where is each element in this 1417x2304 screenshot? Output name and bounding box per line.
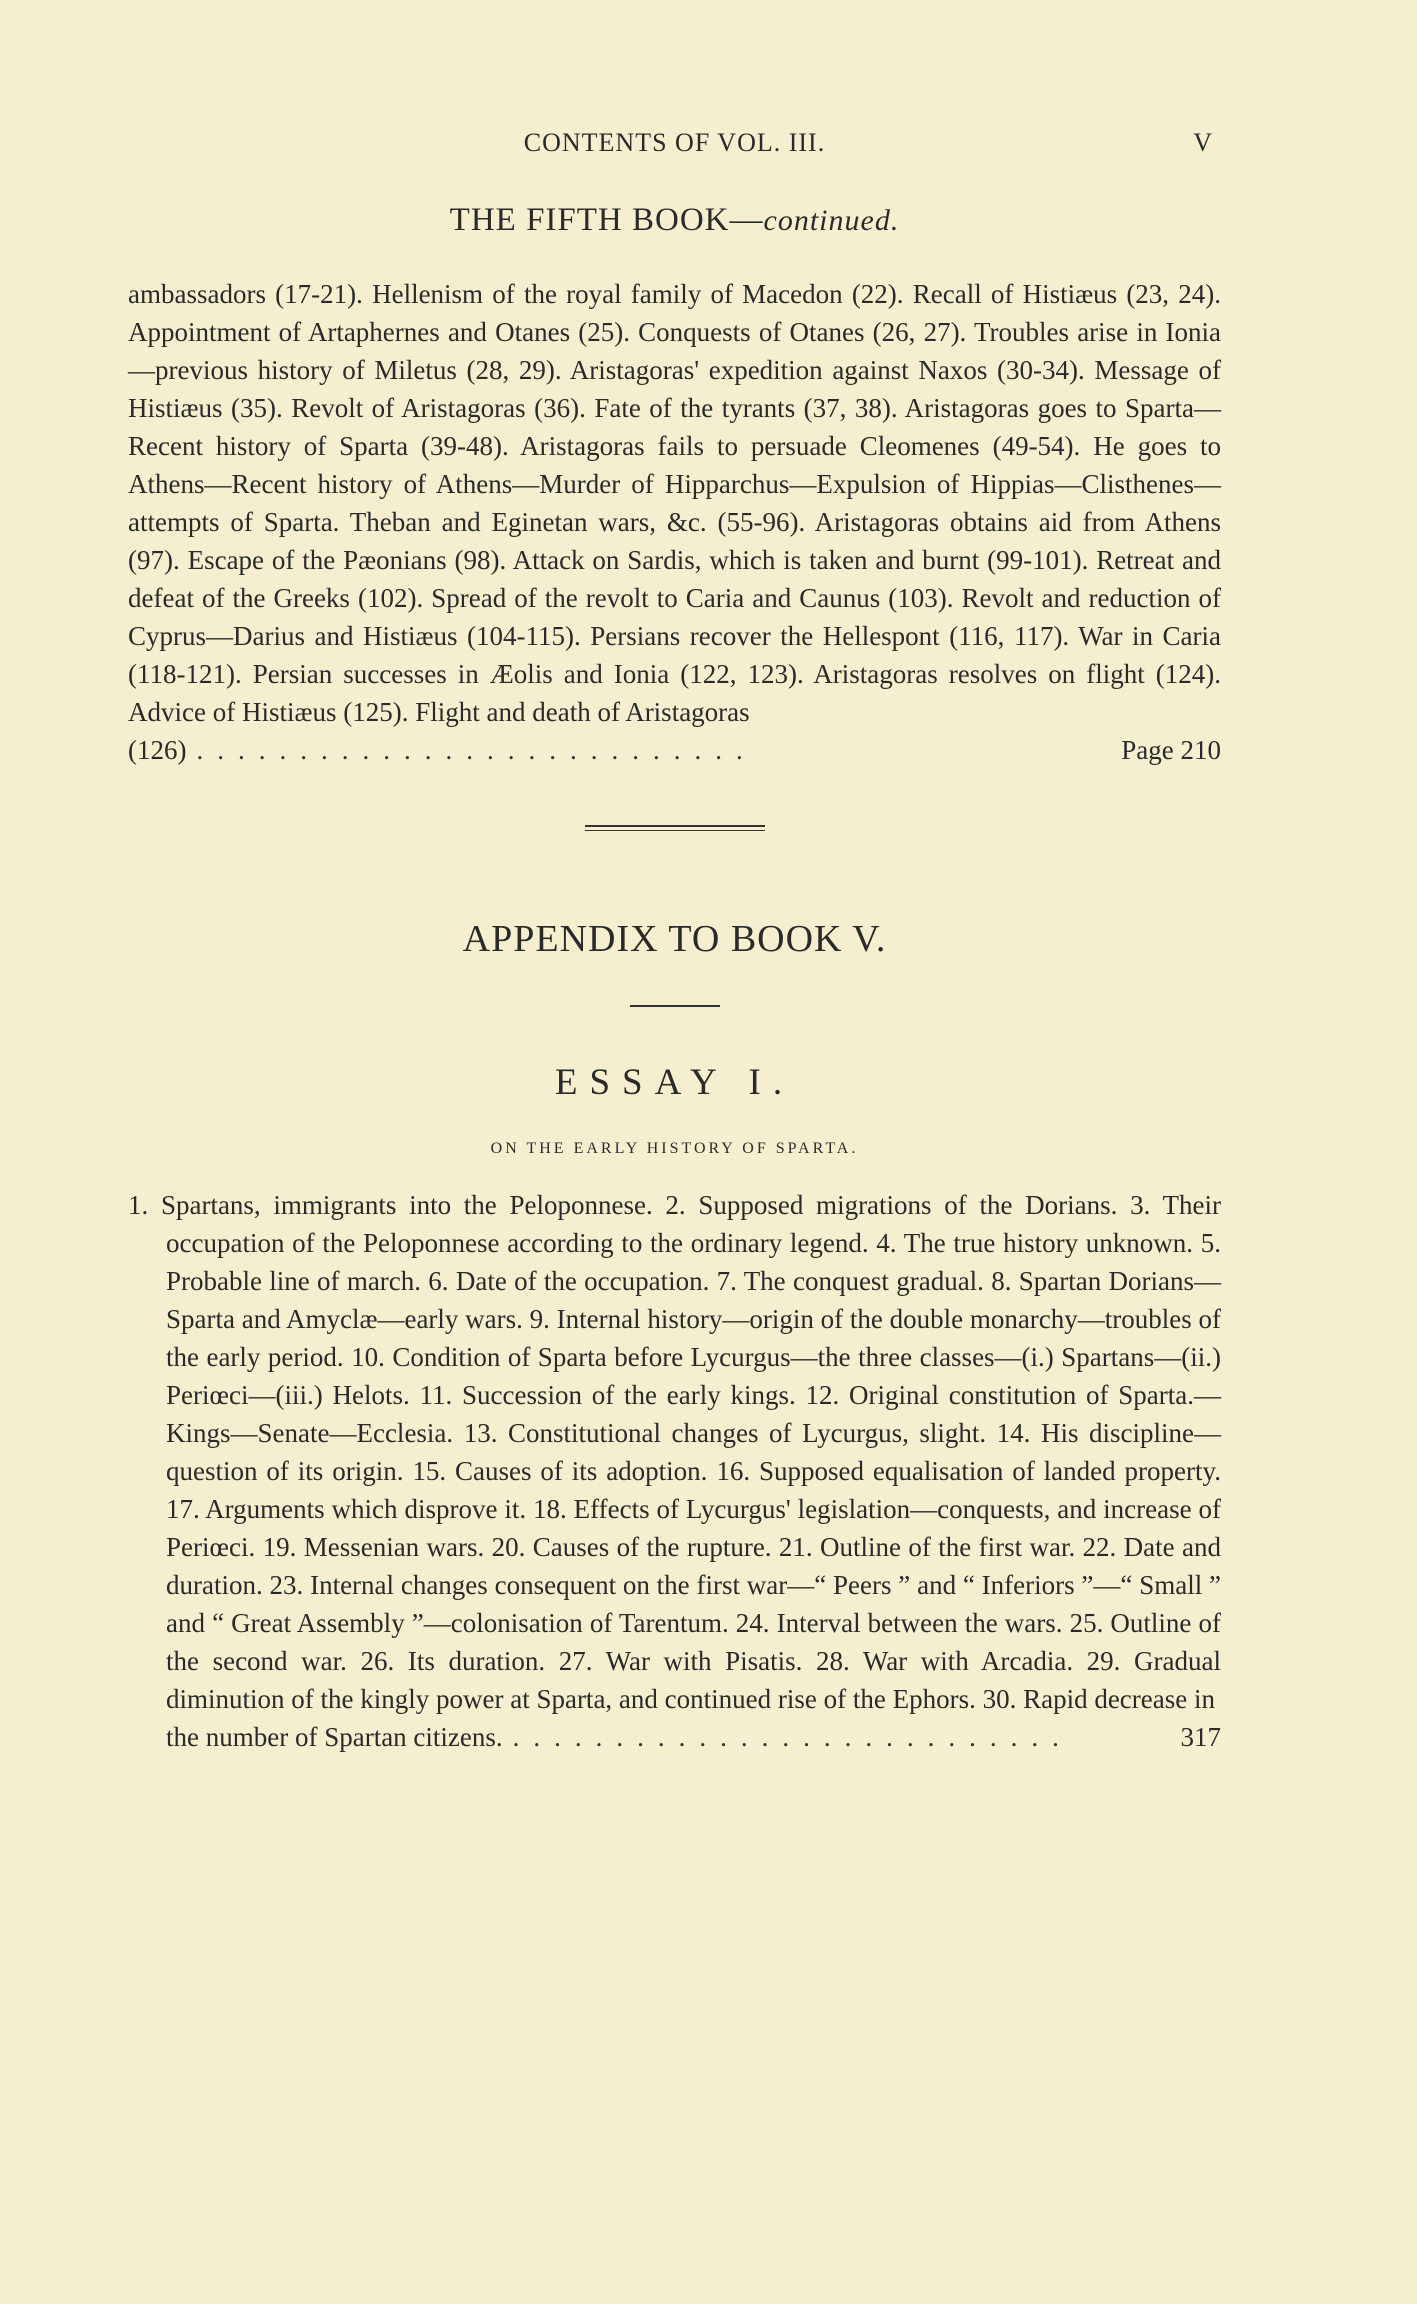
page-reference: 317 bbox=[1180, 1722, 1221, 1752]
book-heading-main: THE FIFTH BOOK— bbox=[449, 202, 764, 238]
essay-summary-last-text: the number of Spartan citizens. bbox=[166, 1722, 503, 1752]
essay-subtitle: ON THE EARLY HISTORY OF SPARTA. bbox=[490, 1140, 859, 1157]
essay-summary-text: 1. Spartans, immigrants into the Peloponnese. 2. Supposed migrations of the Dorians. 3. Their occupation of the Peloponnese according to the ordinary legend. 4. The true history unknown. 5. Probable line of march. 6. Date of the occupation. 7. The conquest gradual. 8. Spartan Dorians—Sparta and Amyclæ—early wars. 9. Internal history—origin of the double monarchy—troubles of the early period. 10. Condition of Sparta before Lycurgus—the three classes—(i.) Spartans—(ii.) Periœci—(iii.) Helots. 11. Succession of the early kings. 12. Original constitution of Sparta.—Kings—Senate—Ecclesia. 13. Constitutional changes of Lycurgus, slight. 14. His discipline—question of its origin. 15. Causes of its adoption. 16. Supposed equalisation of landed property. 17. Arguments which disprove it. 18. Effects of Lycurgus' legislation—conquests, and increase of Periœci. 19. Messenian wars. 20. Causes of the rupture. 21. Outline of the first war. 22. Date and duration. 23. Internal changes consequent on the first war—“ Peers ” and “ Inferiors ”—“ Small ” and “ Great Assembly ”—colonisation of Tarentum. 24. Interval between the wars. 25. Outline of the second war. 26. Its duration. 27. War with Pisatis. 28. War with Arcadia. 29. Gradual diminution of the kingly power at Sparta, and continued rise of the Ephors. 30. Rapid decrease in bbox=[128, 1190, 1222, 1714]
essay-heading: ESSAY I. bbox=[554, 1062, 795, 1103]
page bbox=[128, 128, 1221, 1756]
page-reference: Page 210 bbox=[1121, 735, 1221, 765]
book-summary-last-line bbox=[128, 731, 1221, 769]
appendix-heading: APPENDIX TO BOOK V. bbox=[462, 918, 887, 960]
book-summary bbox=[128, 275, 1221, 769]
book-summary-last-text: (126) bbox=[128, 735, 187, 765]
running-head-title: CONTENTS OF VOL. III. bbox=[523, 128, 826, 157]
page-number: V bbox=[1193, 128, 1213, 157]
heading-rule bbox=[630, 1005, 720, 1007]
section-divider bbox=[585, 825, 765, 831]
book-heading bbox=[128, 202, 1221, 239]
essay-summary-last-line bbox=[166, 1718, 1221, 1756]
leader-dots: ........................... bbox=[196, 735, 757, 765]
leader-dots: ........................... bbox=[512, 1722, 1073, 1752]
book-summary-text: ambassadors (17-21). Hellenism of the royal family of Macedon (22). Recall of Histiæus (23, 24). Appointment of Artaphernes and Otanes (25). Conquests of Otanes (26, 27). Troubles arise in Ionia—previous history of Miletus (28, 29). Aristagoras' expedition against Naxos (30-34). Message of Histiæus (35). Revolt of Aristagoras (36). Fate of the tyrants (37, 38). Aristagoras goes to Sparta—Recent history of Sparta (39-48). Aristagoras fails to persuade Cleomenes (49-54). He goes to Athens—Recent history of Athens—Murder of Hipparchus—Expulsion of Hippias—Clisthenes—attempts of Sparta. Theban and Eginetan wars, &c. (55-96). Aristagoras obtains aid from Athens (97). Escape of the Pæonians (98). Attack on Sardis, which is taken and burnt (99-101). Retreat and defeat of the Greeks (102). Spread of the revolt to Caria and Caunus (103). Revolt and reduction of Cyprus—Darius and Histiæus (104-115). Persians recover the Hellespont (116, 117). War in Caria (118-121). Persian successes in Æolis and Ionia (122, 123). Aristagoras resolves on flight (124). Advice of Histiæus (125). Flight and death of Aristagoras bbox=[128, 279, 1221, 727]
essay-summary bbox=[128, 1186, 1221, 1756]
book-heading-continued: continued. bbox=[763, 204, 900, 237]
running-head bbox=[128, 128, 1221, 168]
